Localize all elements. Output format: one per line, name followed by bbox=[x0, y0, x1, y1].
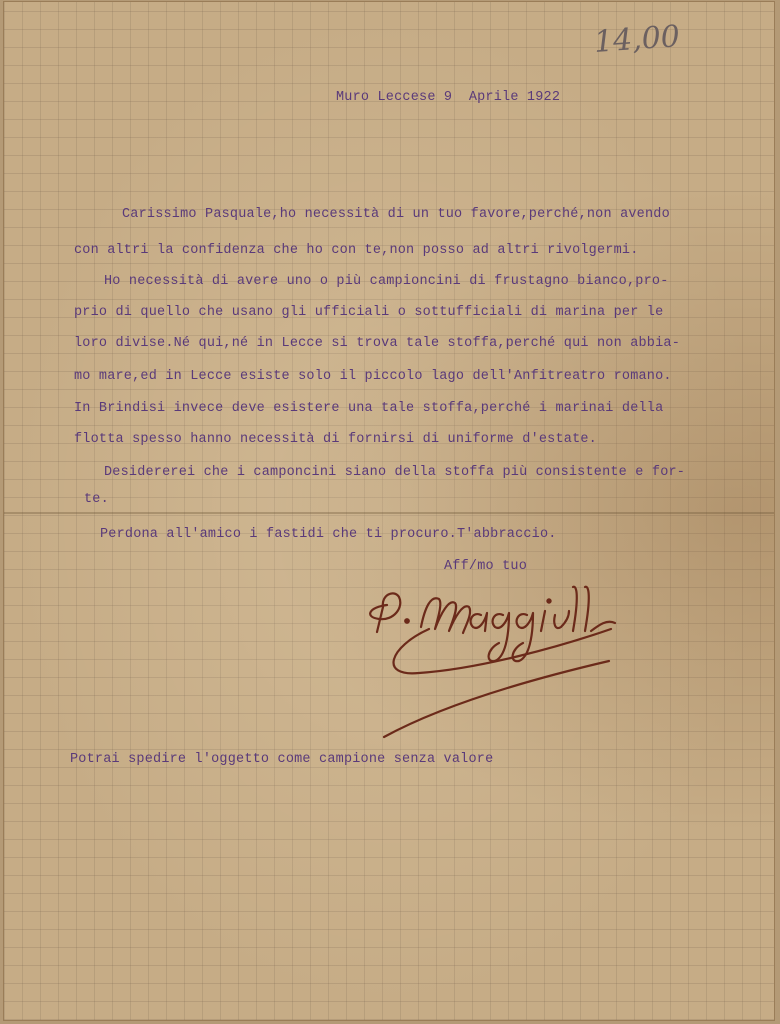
body-line-5: loro divise.Né qui,né in Lecce si trova tale stoffa,perché qui non abbia- bbox=[74, 336, 680, 351]
body-line-8: flotta spesso hanno necessità di fornirsi di uniforme d'estate. bbox=[74, 432, 597, 447]
body-line-10: te. bbox=[84, 492, 109, 507]
body-line-3: Ho necessità di avere uno o più campioncini di frustagno bianco,pro- bbox=[104, 274, 669, 289]
body-line-6: mo mare,ed in Lecce esiste solo il piccolo lago dell'Anfitreatro romano. bbox=[74, 369, 672, 384]
body-line-4: prio di quello che usano gli ufficiali o sottufficiali di marina per le bbox=[74, 305, 664, 320]
body-line-1: Carissimo Pasquale,ho necessità di un tuo favore,perché,non avendo bbox=[122, 207, 670, 222]
postscript-line: Potrai spedire l'oggetto come campione senza valore bbox=[70, 752, 494, 767]
corner-handwritten-note: 14,00 bbox=[592, 19, 682, 60]
body-line-7: In Brindisi invece deve esistere una tale stoffa,perché i marinai della bbox=[74, 401, 664, 416]
body-line-9: Desidererei che i camponcini siano della stoffa più consistente e for- bbox=[104, 465, 686, 480]
date-line: Muro Leccese 9 Aprile 1922 bbox=[336, 90, 561, 105]
closing-line: Aff/mo tuo bbox=[444, 559, 528, 574]
body-line-11: Perdona all'amico i fastidi che ti procuro.T'abbraccio. bbox=[100, 527, 557, 542]
signature-image bbox=[359, 577, 629, 747]
letter-page bbox=[4, 2, 774, 1020]
body-line-2: con altri la confidenza che ho con te,non posso ad altri rivolgermi. bbox=[74, 243, 639, 258]
paper-fold-crease bbox=[4, 512, 774, 514]
